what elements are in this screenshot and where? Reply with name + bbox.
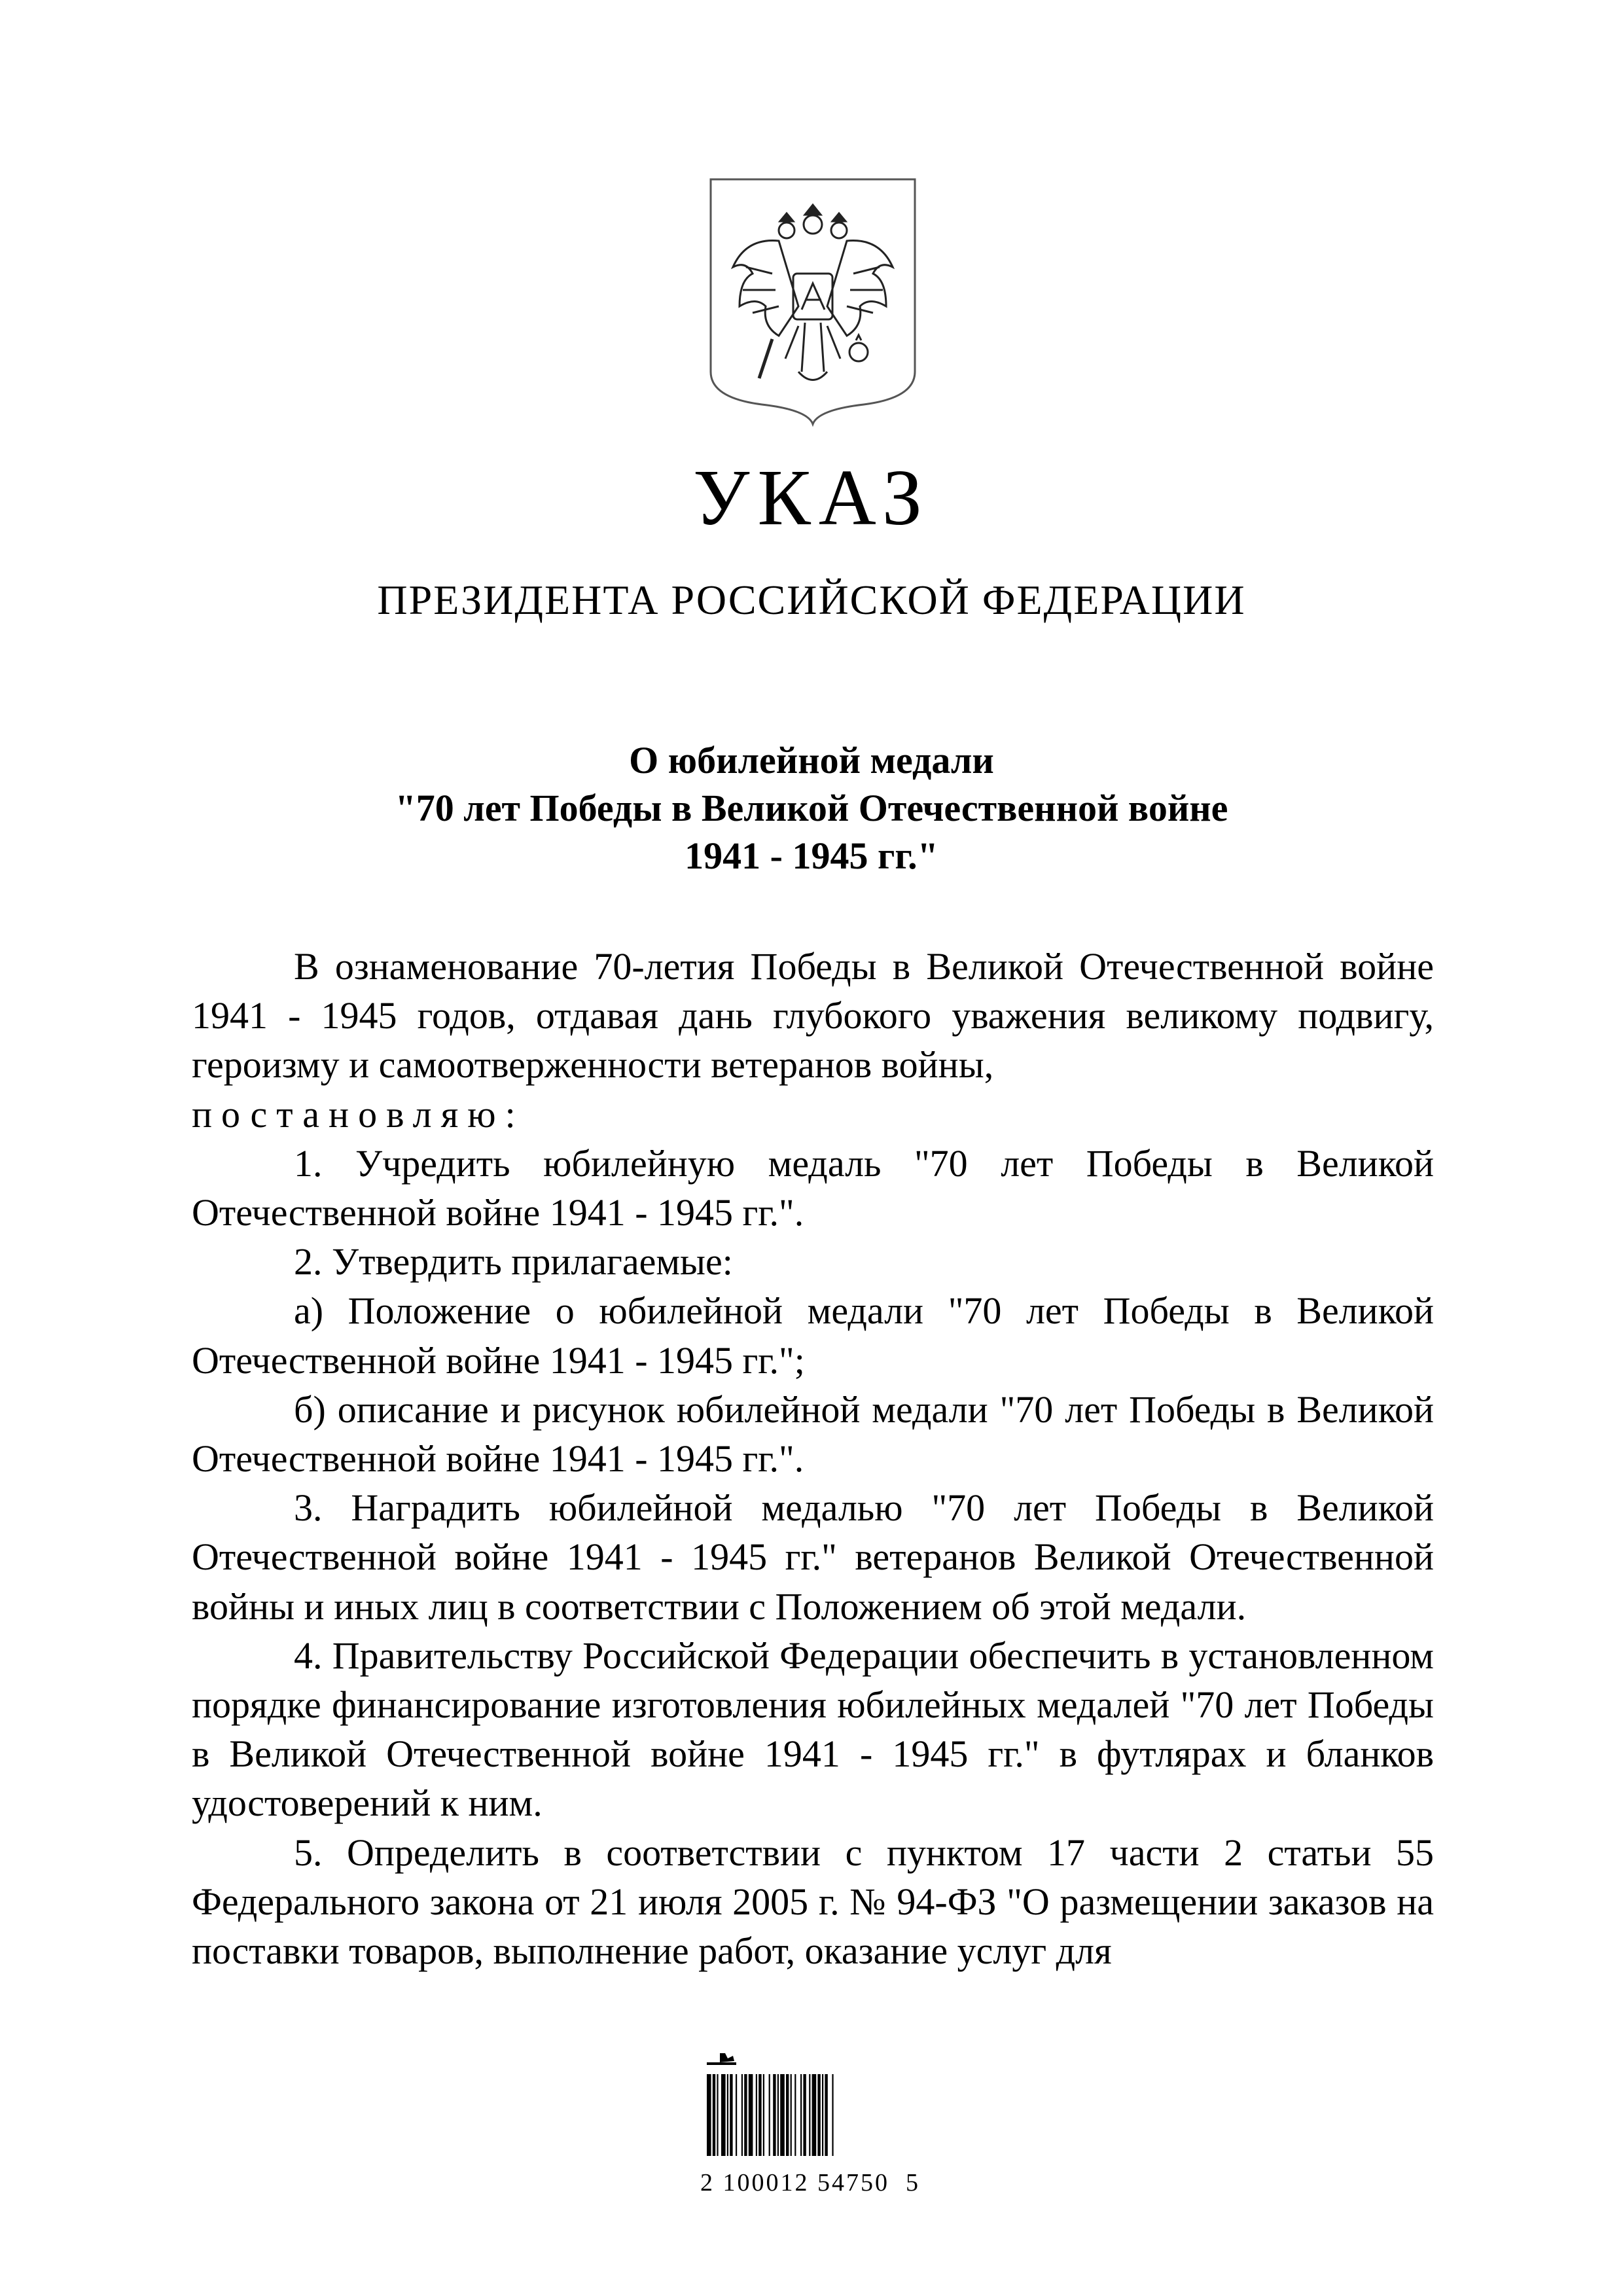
coat-of-arms-emblem [707, 175, 919, 427]
document-subtitle: ПРЕЗИДЕНТА РОССИЙСКОЙ ФЕДЕРАЦИИ [377, 577, 1246, 623]
item-4: 4. Правительству Российской Федерации обеспечить в установленном порядке финансирование изготовления юбилейных медалей "70 лет Победы в Великой Отечественной войне 1941 - 1945 гг." в футлярах и бланков удостоверений к ним. [192, 1634, 1434, 1825]
decree-body [192, 942, 1434, 1975]
item-2a: а) Положение о юбилейной медали "70 лет Победы в Великой Отечественной войне 1941 - 1945 гг."; [192, 1289, 1434, 1382]
decree-word: постановляю: [192, 1092, 525, 1136]
item-2: 2. Утвердить прилагаемые: [294, 1240, 733, 1283]
barcode-number: 2 100012 54750 5 [700, 2169, 920, 2197]
item-1: 1. Учредить юбилейную медаль "70 лет Победы в Великой Отечественной войне 1941 - 1945 гг.". [192, 1141, 1434, 1234]
item-2b: б) описание и рисунок юбилейной медали "70 лет Победы в Великой Отечественной войне 1941 - 1945 гг.". [192, 1388, 1434, 1480]
barcode-image [694, 2048, 916, 2159]
decree-heading [0, 736, 1623, 880]
heading-line-3: 1941 - 1945 гг." [685, 834, 938, 877]
document-title: УКАЗ [693, 454, 930, 542]
item-5: 5. Определить в соответствии с пунктом 17 части 2 статьи 55 Федерального закона от 21 июля 2005 г. № 94-ФЗ "О размещении заказов на поставки товаров, выполнение работ, оказание услуг для [192, 1831, 1434, 1973]
heading-line-1: О юбилейной медали [629, 739, 994, 781]
item-3: 3. Наградить юбилейной медалью "70 лет Победы в Великой Отечественной войне 1941 - 1945 гг." ветеранов Великой Отечественной войны и иных лиц в соответствии с Положением об этой медали. [192, 1486, 1434, 1628]
preamble-paragraph: В ознаменование 70-летия Победы в Великой Отечественной войне 1941 - 1945 годов, отдавая дань глубокого уважения великому подвигу, героизму и самоотверженности ветеранов войны, [192, 945, 1434, 1086]
heading-line-2: "70 лет Победы в Великой Отечественной войне [395, 787, 1228, 829]
